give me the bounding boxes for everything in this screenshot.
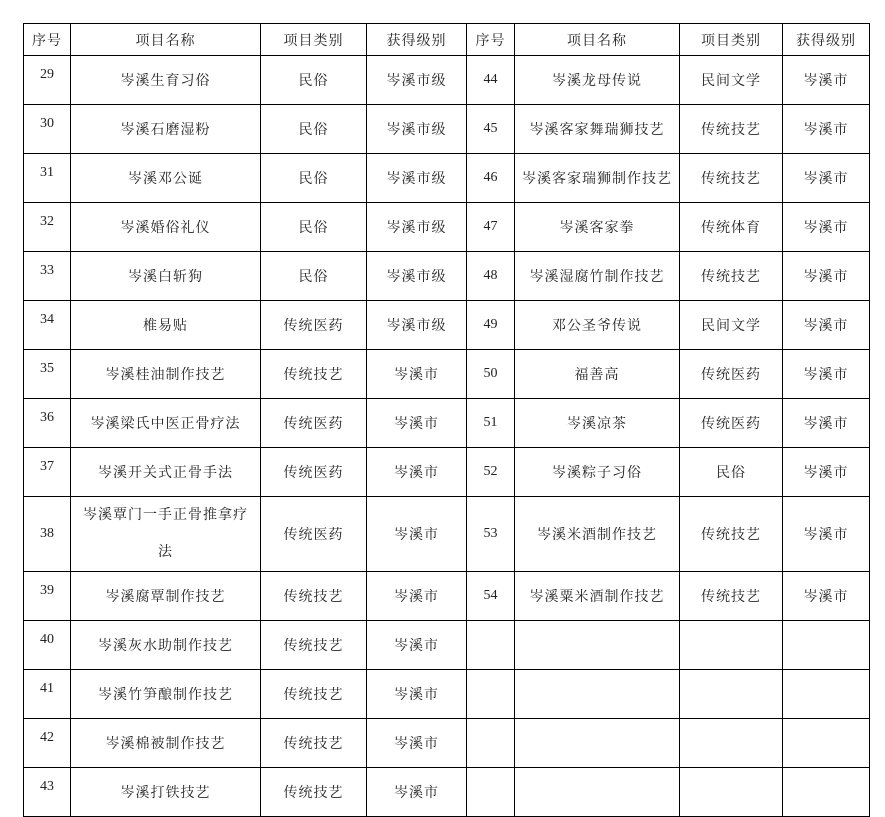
header-category-right: 项目类别 (680, 24, 783, 56)
left-row-no: 32 (24, 203, 71, 252)
table-row (24, 399, 870, 448)
left-row-name: 岑溪腐覃制作技艺 (71, 572, 261, 621)
left-row-category: 传统技艺 (261, 621, 367, 670)
left-row-no: 36 (24, 399, 71, 448)
left-row-category: 传统医药 (261, 399, 367, 448)
header-level-left: 获得级别 (367, 24, 467, 56)
left-row-category: 民俗 (261, 252, 367, 301)
left-row-no: 29 (24, 56, 71, 105)
left-row-name: 岑溪桂油制作技艺 (71, 350, 261, 399)
left-row-name: 椎易贴 (71, 301, 261, 350)
right-row-level: 岑溪市 (783, 301, 870, 350)
right-row-no: 47 (467, 203, 515, 252)
left-row-no: 34 (24, 301, 71, 350)
left-row-level: 岑溪市级 (367, 203, 467, 252)
right-row-category: 传统医药 (680, 350, 783, 399)
table-row (24, 56, 870, 105)
left-row-no: 43 (24, 768, 71, 817)
right-row-level: 岑溪市 (783, 203, 870, 252)
left-row-level: 岑溪市级 (367, 56, 467, 105)
empty-cell (515, 621, 680, 670)
left-row-category: 传统技艺 (261, 719, 367, 768)
table-row (24, 252, 870, 301)
left-row-name: 岑溪开关式正骨手法 (71, 448, 261, 497)
right-row-name: 岑溪龙母传说 (515, 56, 680, 105)
empty-cell (783, 621, 870, 670)
table-row (24, 301, 870, 350)
left-row-level: 岑溪市 (367, 350, 467, 399)
left-row-category: 传统医药 (261, 497, 367, 572)
left-row-no: 39 (24, 572, 71, 621)
header-no-left: 序号 (24, 24, 71, 56)
empty-cell (783, 670, 870, 719)
left-row-no: 37 (24, 448, 71, 497)
left-row-name: 岑溪竹笋酿制作技艺 (71, 670, 261, 719)
left-row-level: 岑溪市 (367, 719, 467, 768)
left-row-category: 传统技艺 (261, 350, 367, 399)
right-row-no: 54 (467, 572, 515, 621)
right-row-no: 53 (467, 497, 515, 572)
right-row-name: 邓公圣爷传说 (515, 301, 680, 350)
table-row (24, 350, 870, 399)
left-row-category: 传统医药 (261, 301, 367, 350)
left-row-name: 岑溪邓公诞 (71, 154, 261, 203)
right-row-no: 46 (467, 154, 515, 203)
left-row-no: 31 (24, 154, 71, 203)
empty-cell (680, 670, 783, 719)
left-row-category: 民俗 (261, 56, 367, 105)
right-row-no: 48 (467, 252, 515, 301)
left-row-level: 岑溪市级 (367, 301, 467, 350)
right-row-no: 52 (467, 448, 515, 497)
table-row (24, 768, 870, 817)
left-row-no: 38 (24, 497, 71, 572)
left-row-name: 岑溪石磨湿粉 (71, 105, 261, 154)
left-row-name: 岑溪打铁技艺 (71, 768, 261, 817)
right-row-category: 传统技艺 (680, 154, 783, 203)
left-row-no: 41 (24, 670, 71, 719)
header-name-left: 项目名称 (71, 24, 261, 56)
table-row (24, 621, 870, 670)
right-row-category: 传统技艺 (680, 105, 783, 154)
right-row-level: 岑溪市 (783, 105, 870, 154)
right-row-level: 岑溪市 (783, 497, 870, 572)
empty-cell (783, 768, 870, 817)
right-row-category: 传统技艺 (680, 252, 783, 301)
left-row-category: 传统技艺 (261, 572, 367, 621)
left-row-no: 33 (24, 252, 71, 301)
left-row-category: 传统技艺 (261, 768, 367, 817)
header-level-right: 获得级别 (783, 24, 870, 56)
left-row-category: 传统医药 (261, 448, 367, 497)
right-row-level: 岑溪市 (783, 154, 870, 203)
left-row-name: 岑溪生育习俗 (71, 56, 261, 105)
right-row-category: 民间文学 (680, 56, 783, 105)
empty-cell (680, 719, 783, 768)
header-row (24, 24, 870, 56)
empty-cell (467, 621, 515, 670)
table-row (24, 670, 870, 719)
right-row-category: 传统技艺 (680, 497, 783, 572)
left-row-category: 民俗 (261, 154, 367, 203)
right-row-name: 岑溪客家瑞狮制作技艺 (515, 154, 680, 203)
table-row (24, 105, 870, 154)
left-row-level: 岑溪市级 (367, 252, 467, 301)
left-row-name: 岑溪梁氏中医正骨疗法 (71, 399, 261, 448)
right-row-category: 传统体育 (680, 203, 783, 252)
header-no-right: 序号 (467, 24, 515, 56)
right-row-name: 岑溪凉茶 (515, 399, 680, 448)
right-row-no: 51 (467, 399, 515, 448)
empty-cell (783, 719, 870, 768)
left-row-no: 35 (24, 350, 71, 399)
left-row-level: 岑溪市 (367, 621, 467, 670)
right-row-category: 民俗 (680, 448, 783, 497)
left-row-no: 42 (24, 719, 71, 768)
left-row-category: 传统技艺 (261, 670, 367, 719)
right-row-no: 45 (467, 105, 515, 154)
left-row-level: 岑溪市 (367, 572, 467, 621)
table-row (24, 154, 870, 203)
left-row-level: 岑溪市 (367, 670, 467, 719)
right-row-level: 岑溪市 (783, 448, 870, 497)
empty-cell (680, 768, 783, 817)
table-row (24, 497, 870, 572)
empty-cell (680, 621, 783, 670)
right-row-name: 岑溪粽子习俗 (515, 448, 680, 497)
right-row-level: 岑溪市 (783, 350, 870, 399)
empty-cell (467, 670, 515, 719)
empty-cell (515, 719, 680, 768)
header-category-left: 项目类别 (261, 24, 367, 56)
right-row-level: 岑溪市 (783, 252, 870, 301)
left-row-level: 岑溪市 (367, 497, 467, 572)
left-row-level: 岑溪市 (367, 768, 467, 817)
header-name-right: 项目名称 (515, 24, 680, 56)
left-row-name: 岑溪覃门一手正骨推拿疗法 (71, 497, 261, 572)
right-row-level: 岑溪市 (783, 56, 870, 105)
left-row-level: 岑溪市 (367, 399, 467, 448)
right-row-name: 福善高 (515, 350, 680, 399)
right-row-name: 岑溪粟米酒制作技艺 (515, 572, 680, 621)
left-row-name: 岑溪婚俗礼仪 (71, 203, 261, 252)
table-row (24, 203, 870, 252)
left-row-name: 岑溪棉被制作技艺 (71, 719, 261, 768)
right-row-category: 民间文学 (680, 301, 783, 350)
left-row-level: 岑溪市级 (367, 105, 467, 154)
left-row-no: 40 (24, 621, 71, 670)
left-row-name: 岑溪灰水助制作技艺 (71, 621, 261, 670)
empty-cell (515, 768, 680, 817)
empty-cell (515, 670, 680, 719)
table-row (24, 448, 870, 497)
right-row-no: 50 (467, 350, 515, 399)
right-row-name: 岑溪米酒制作技艺 (515, 497, 680, 572)
heritage-table (23, 23, 870, 817)
right-row-no: 49 (467, 301, 515, 350)
right-row-category: 传统技艺 (680, 572, 783, 621)
empty-cell (467, 719, 515, 768)
table-row (24, 572, 870, 621)
left-row-name: 岑溪白斩狗 (71, 252, 261, 301)
right-row-no: 44 (467, 56, 515, 105)
right-row-level: 岑溪市 (783, 399, 870, 448)
right-row-name: 岑溪湿腐竹制作技艺 (515, 252, 680, 301)
right-row-name: 岑溪客家拳 (515, 203, 680, 252)
right-row-name: 岑溪客家舞瑞狮技艺 (515, 105, 680, 154)
left-row-category: 民俗 (261, 105, 367, 154)
empty-cell (467, 768, 515, 817)
left-row-category: 民俗 (261, 203, 367, 252)
right-row-level: 岑溪市 (783, 572, 870, 621)
table-row (24, 719, 870, 768)
left-row-level: 岑溪市级 (367, 154, 467, 203)
right-row-category: 传统医药 (680, 399, 783, 448)
left-row-level: 岑溪市 (367, 448, 467, 497)
left-row-no: 30 (24, 105, 71, 154)
